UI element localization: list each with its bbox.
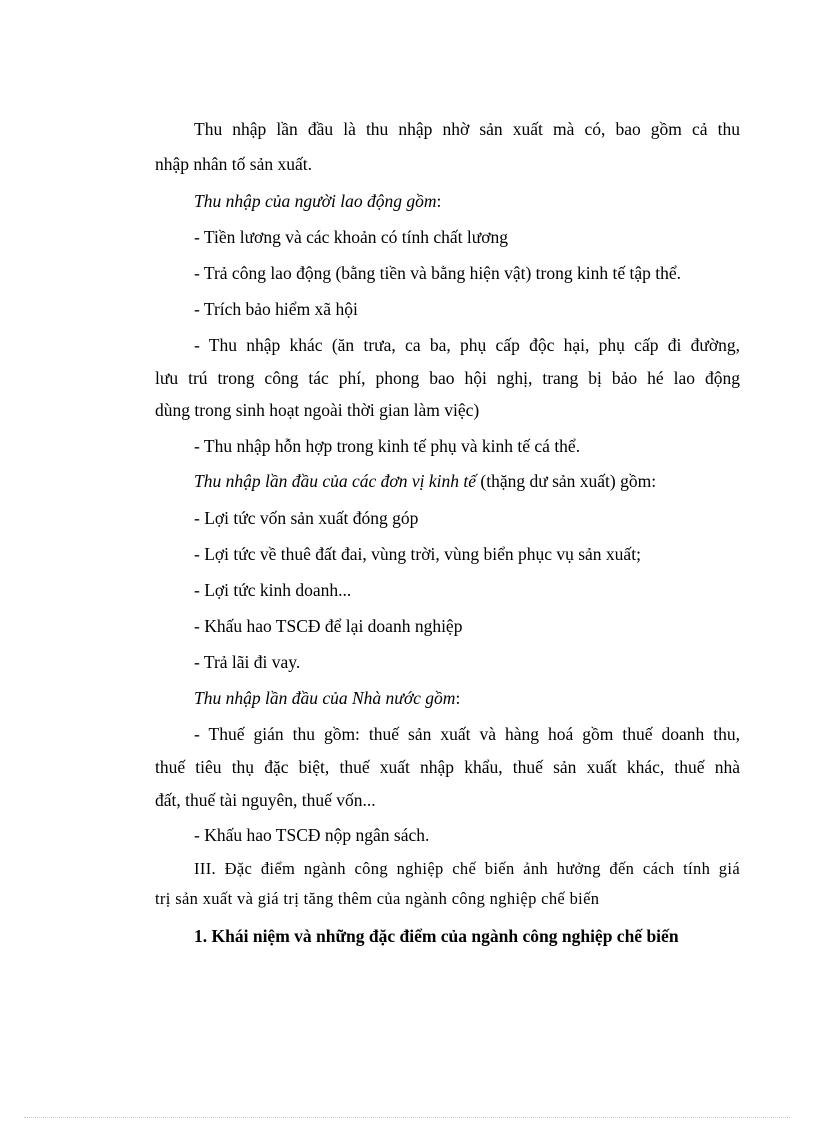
list-item: - Lợi tức vốn sản xuất đóng góp [194,508,419,528]
bold-subheading: 1. Khái niệm và những đặc điểm của ngành công nghiệp chế biến [194,926,679,946]
list-item-line: - Thuế gián thu gồm: thuế sản xuất và hàng hoá gồm thuế doanh thu, [194,724,740,744]
heading-suffix: : [455,688,461,708]
heading-suffix: (thặng dư sản xuất) gồm: [476,471,657,491]
list-item: - Trả lãi đi vay. [194,652,301,672]
list-item-line: đất, thuế tài nguyên, thuế vốn... [155,790,376,810]
paragraph-line: nhập nhân tố sản xuất. [155,154,312,174]
paragraph-line: Thu nhập lần đầu là thu nhập nhờ sản xuất mà có, bao gồm cả thu [194,119,740,139]
list-item: - Thu nhập hỗn hợp trong kinh tế phụ và kinh tế cá thể. [194,436,581,456]
list-item: - Lợi tức về thuê đất đai, vùng trời, vùng biển phục vụ sản xuất; [194,544,641,564]
section-heading-line: III. Đặc điểm ngành công nghiệp chế biến ảnh hưởng đến cách tính giá [194,859,740,878]
italic-subheading [194,686,460,710]
list-item: - Trích bảo hiểm xã hội [194,299,358,319]
list-item-line: thuế tiêu thụ đặc biệt, thuế xuất nhập khẩu, thuế sản xuất khác, thuế nhà [155,757,740,777]
italic-subheading [194,189,441,213]
list-item: - Trả công lao động (bằng tiền và bằng hiện vật) trong kinh tế tập thể. [194,263,681,283]
list-item: - Khấu hao TSCĐ nộp ngân sách. [194,825,430,845]
list-item: - Lợi tức kinh doanh... [194,580,352,600]
italic-subheading [194,469,656,493]
italic-text: Thu nhập lần đầu của Nhà nước gồm [194,688,456,708]
list-item-line: lưu trú trong công tác phí, phong bao hội nghị, trang bị bảo hé lao động [155,368,740,388]
list-item: - Khấu hao TSCĐ để lại doanh nghiệp [194,616,463,636]
list-item-line: dùng trong sinh hoạt ngoài thời gian làm việc) [155,400,480,420]
italic-text: Thu nhập của người lao động gồm [194,191,437,211]
page-bottom-divider [24,1117,790,1118]
section-heading-line: trị sản xuất và giá trị tăng thêm của ngành công nghiệp chế biến [155,889,600,908]
italic-text: Thu nhập lần đầu của các đơn vị kinh tế [194,471,476,491]
list-item-line: - Thu nhập khác (ăn trưa, ca ba, phụ cấp độc hại, phụ cấp đi đường, [194,335,740,355]
list-item: - Tiền lương và các khoản có tính chất lương [194,227,509,247]
heading-suffix: : [436,191,442,211]
